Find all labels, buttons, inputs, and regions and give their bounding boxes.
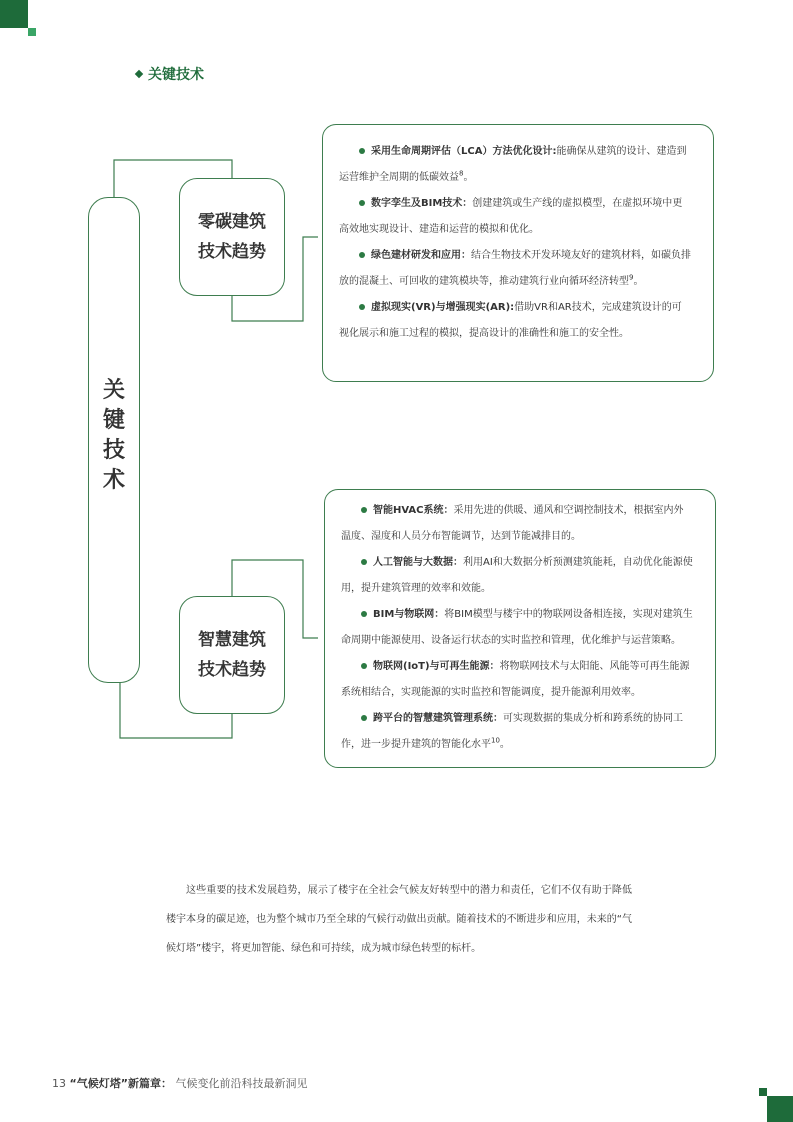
page-footer [52, 1075, 307, 1091]
item-head: 跨平台的智慧建筑管理系统： [373, 713, 503, 724]
bullet-icon [361, 663, 367, 669]
item-head: 采用生命周期评估（LCA）方法优化设计: [371, 146, 557, 157]
zero-carbon-box [179, 178, 285, 296]
bullet-icon [359, 200, 365, 206]
item-head: 虚拟现实(VR)与增强现实(AR): [371, 302, 515, 313]
item-body: 结合生物技术开发环境友好的建筑材料，如碳负排放的混凝土、可回收的建筑模块等，推动建筑行业向循环经济转型 [339, 250, 691, 287]
item-end: 。 [499, 739, 510, 750]
item-body: 能确保从建筑的设计、建造到运营维护全周期的低碳效益 [339, 146, 687, 183]
list-item [341, 706, 693, 758]
key-tech-char: 术 [102, 468, 125, 493]
footer-title-sub: 气候变化前沿科技最新洞见 [175, 1077, 308, 1090]
item-end: 。 [633, 276, 644, 287]
item-head: BIM与物联网： [373, 609, 445, 620]
smart-building-box [179, 596, 285, 714]
item-ref: 9 [629, 273, 634, 282]
item-body: 将物联网技术与太阳能、风能等可再生能源系统相结合，实现能源的实时监控和智能调度，提升能源利用效率。 [341, 661, 690, 698]
bullet-icon [361, 715, 367, 721]
bullet-icon [359, 148, 365, 154]
section-title-text: 关键技术 [148, 67, 204, 83]
list-item [339, 243, 691, 295]
item-body: 将BIM模型与楼宇中的物联网设备相连接，实现对建筑生命周期中能源使用、设备运行状态的实时监控和管理，优化维护与运营策略。 [341, 609, 693, 646]
smart-building-panel [324, 489, 716, 768]
key-tech-char: 关 [102, 378, 125, 403]
bullet-icon [361, 507, 367, 513]
bullet-icon [359, 304, 365, 310]
key-tech-label [88, 376, 140, 496]
list-item [341, 550, 693, 602]
item-head: 智能HVAC系统： [373, 505, 454, 516]
key-tech-char: 键 [102, 408, 125, 433]
key-tech-char: 技 [102, 438, 125, 463]
smart-building-title-1: 智慧建筑 [198, 630, 266, 650]
list-item [339, 139, 691, 191]
item-body: 借助VR和AR技术，完成建筑设计的可视化展示和施工过程的模拟，提高设计的准确性和施工的安全性。 [339, 302, 682, 339]
list-item [341, 654, 693, 706]
list-item [341, 602, 693, 654]
item-head: 绿色建材研发和应用： [371, 250, 471, 261]
bullet-icon [361, 611, 367, 617]
item-head: 人工智能与大数据： [373, 557, 463, 568]
item-head: 物联网(IoT)与可再生能源： [373, 661, 500, 672]
list-item [339, 191, 691, 243]
smart-building-title-2: 技术趋势 [198, 660, 266, 680]
item-ref: 8 [459, 169, 464, 178]
item-body: 可实现数据的集成分析和跨系统的协同工作，进一步提升建筑的智能化水平 [341, 713, 683, 750]
item-body: 利用AI和大数据分析预测建筑能耗，自动优化能源使用，提升建筑管理的效率和效能。 [341, 557, 693, 594]
zero-carbon-title-1: 零碳建筑 [198, 212, 266, 232]
zero-carbon-title-2: 技术趋势 [198, 242, 266, 262]
list-item [339, 295, 691, 347]
zero-carbon-panel [322, 124, 714, 382]
footer-title-main: “气候灯塔”新篇章： [69, 1077, 172, 1090]
item-body: 创建建筑或生产线的虚拟模型，在虚拟环境中更高效地实现设计、建造和运营的模拟和优化。 [339, 198, 683, 235]
list-item [341, 498, 693, 550]
page-number: 13 [52, 1077, 66, 1090]
item-end: 。 [463, 172, 474, 183]
item-ref: 10 [491, 736, 500, 745]
item-body: 采用先进的供暖、通风和空调控制技术，根据室内外温度、湿度和人员分布智能调节，达到节能减排目的。 [341, 505, 684, 542]
bullet-icon [359, 252, 365, 258]
bullet-icon [361, 559, 367, 565]
item-head: 数字孪生及BIM技术： [371, 198, 473, 209]
summary-paragraph: 这些重要的技术发展趋势，展示了楼宇在全社会气候友好转型中的潜力和责任，它们不仅有助于降低楼宇本身的碳足迹，也为整个城市乃至全球的气候行动做出贡献。随着技术的不断进步和应用，未来的“气候灯塔”楼宇，将更加智能、绿色和可持续，成为城市绿色转型的标杆。 [166, 885, 632, 954]
